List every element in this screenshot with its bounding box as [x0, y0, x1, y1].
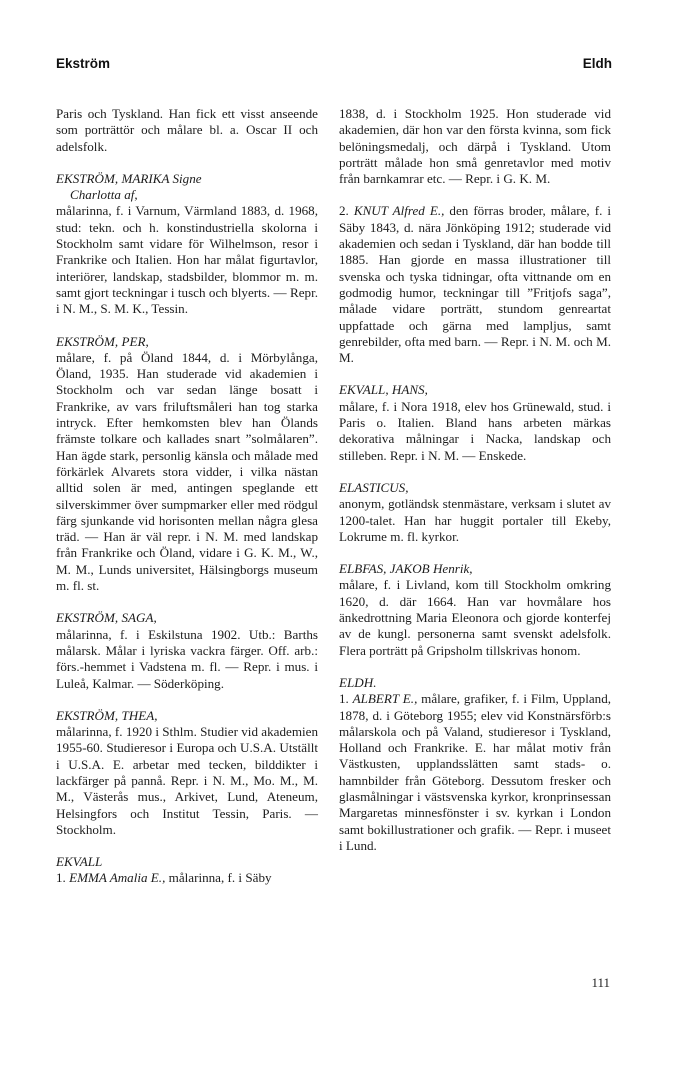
entry-body: målarinna, f. 1920 i Sthlm. Studier vid akademien 1955-60. Studieresor i Europa och U.S.A. Utställt i U.S.A. E. arbetar med tecken, bilddikter i lackfärger på pannå. Repr. i N. M., Mo. M., M. M., Västerås mus., Arkivet, Lund, Ateneum, Helsingfors och Institut Tessin, Paris. — Stockholm. [56, 724, 318, 837]
entry-ekstrom-per [56, 334, 318, 595]
entry-continuation [339, 106, 611, 187]
entry-headword-cont: Charlotta af, [70, 187, 138, 203]
entry-ekvall-knut [339, 203, 611, 366]
entry-body: Paris och Tyskland. Han fick ett visst anseende som porträttör och målare bl. a. Oscar II och adelsfolk. [56, 106, 318, 154]
entry-body [56, 870, 318, 886]
entry-text: målarinna, f. i Säby [165, 870, 272, 886]
entry-headword: EKSTRÖM, THEA, [56, 707, 158, 723]
entry-subname: ALBERT E., [352, 691, 418, 707]
page-number: 111 [591, 975, 610, 990]
entry-headword: EKVALL, HANS, [339, 382, 428, 398]
entry-body: målarinna, f. i Varnum, Värmland 1883, d. 1968, stud: tekn. och h. konstindustriella skolorna i Stockholm samt vidare för Wilhelmson, resor i Frankrike och Italien. Hon har målat figurtavlor, interiörer, landskap, stadsbilder, blommor m. m. samt gjort teckningar i tusch och blyerts. — Repr. i N. M., S. M. K., Tessin. [56, 203, 318, 317]
entry-text: målare, grafiker, f. i Film, Uppland, 1878, d. i Göteborg 1955; elev vid Konstnärsförb:s målarskola och på Valand, studieresor i Tyskland, Holland och Frankrike. E. har målat motiv från Västkusten, upplandsslätten samt stads- o. hamnbilder från Göteborg. Dessutom fresker och glasmålningar i västsvenska kyrkor, kronprinsessan Margaretas minnesfönster i sv. kyrkan i London samt bokillustrationer och grafik. — Repr. i museet i Lund. [339, 691, 612, 853]
entry-headword: EKVALL [56, 854, 103, 870]
entry-headword: EKSTRÖM, PER, [56, 333, 149, 349]
entry-number: 1. [339, 691, 353, 707]
entry-body [339, 691, 611, 854]
entry-text: den förras broder, målare, f. i Säby 1843, d. nära Jönköping 1912; studerade vid akademien och sedan i Tyskland, där han bodde till 1885. Han gjorde en massa illustrationer till svenska och tyska tidningar, ofta vittnande om en godmodig humor, teckningar till ”Fritjofs saga”, målade vidare porträtt, stundom genreartat uppfattade och gärna med lampljus, samt genrebilder, ofta med barn. — Repr. i N. M. och M. M. [339, 203, 611, 366]
entry-ekvall [56, 854, 318, 887]
entry-body: målare, f. i Nora 1918, elev hos Grünewald, stud. i Paris o. Italien. Bland hans arbeten märkas dekorativa målningar i Nacka, landskap och stilleben. Repr. i N. M. — Enskede. [339, 398, 611, 463]
entry-body: målare, f. på Öland 1844, d. i Mörbylånga, Öland, 1935. Han studerade vid akademien i Stockholm och var sedan länge bosatt i Frankrike, av vars friluftsmåleri han tog starka intryck. Efter hemkomsten blev han Ölands främste tolkare och kallades snart ”solmålaren”. Han ägde stark, personlig känsla och målade med förkärlek Alvarets stora vidder, i vilka nästan alltid solen är med, antingen speglande ett silverskimmer över sumpmarker eller med rödgul färg sjunkande vid horisonten mellan några glesa träd. — Han är väl repr. i N. M. med landskap från Frankrike och Öland, vidare i G. K. M., W., M. M., Lunds universitet, Hälsingborgs museum m. fl. st. [56, 349, 318, 594]
entry-eldh [339, 675, 611, 854]
entry-headword: ELDH. [339, 674, 377, 690]
left-column [56, 106, 318, 903]
entry-ekstrom-saga [56, 610, 318, 691]
right-column [339, 106, 611, 870]
entry-number: 1. [56, 870, 70, 886]
entry-body [339, 203, 611, 366]
entry-ekstrom-marika [56, 171, 318, 318]
entry-subname: EMMA Amalia E., [69, 870, 166, 886]
entry-continuation [56, 106, 318, 155]
running-head-left: Ekström [56, 56, 111, 71]
running-head-right: Eldh [582, 56, 612, 71]
entry-ekvall-hans [339, 382, 611, 463]
entry-headword: ELBFAS, JAKOB Henrik, [339, 561, 473, 577]
entry-number: 2. [339, 203, 354, 219]
entry-headword: ELASTICUS, [339, 479, 409, 495]
entry-headword: EKSTRÖM, MARIKA Signe [56, 170, 202, 186]
entry-body: anonym, gotländsk stenmästare, verksam i slutet av 1200-talet. Han har huggit portaler till Ekeby, Lokrume m. fl. kyrkor. [339, 496, 611, 544]
entry-headword: EKSTRÖM, SAGA, [56, 610, 157, 626]
entry-subname: KNUT Alfred E., [353, 203, 445, 219]
entry-body: 1838, d. i Stockholm 1925. Hon studerade vid akademien, där hon var den första kvinna, som fick belöningsmedalj, och därpå i Tyskland. Utom porträtt målade hon små genretavlor med motiv från barnkamrar etc. — Repr. i G. K. M. [339, 106, 611, 187]
entry-body: målare, f. i Livland, kom till Stockholm omkring 1620, d. där 1664. Han var hovmålare hos änkedrottning Maria Eleonora och gjorde konterfej av de kungl. personerna samt svenskt adelsfolk. Flera porträtt på Gripsholm tillskrivas honom. [339, 577, 611, 658]
entry-elbfas [339, 561, 611, 659]
entry-ekstrom-thea [56, 708, 318, 838]
entry-body: målarinna, f. i Eskilstuna 1902. Utb.: Barths målarsk. Målar i lyriska vackra färger. Off. arb.: förs.-hemmet i Vadstena m. fl. — Repr. i mus. i Luleå, Kalmar. — Söderköping. [56, 626, 318, 691]
entry-elasticus [339, 480, 611, 545]
